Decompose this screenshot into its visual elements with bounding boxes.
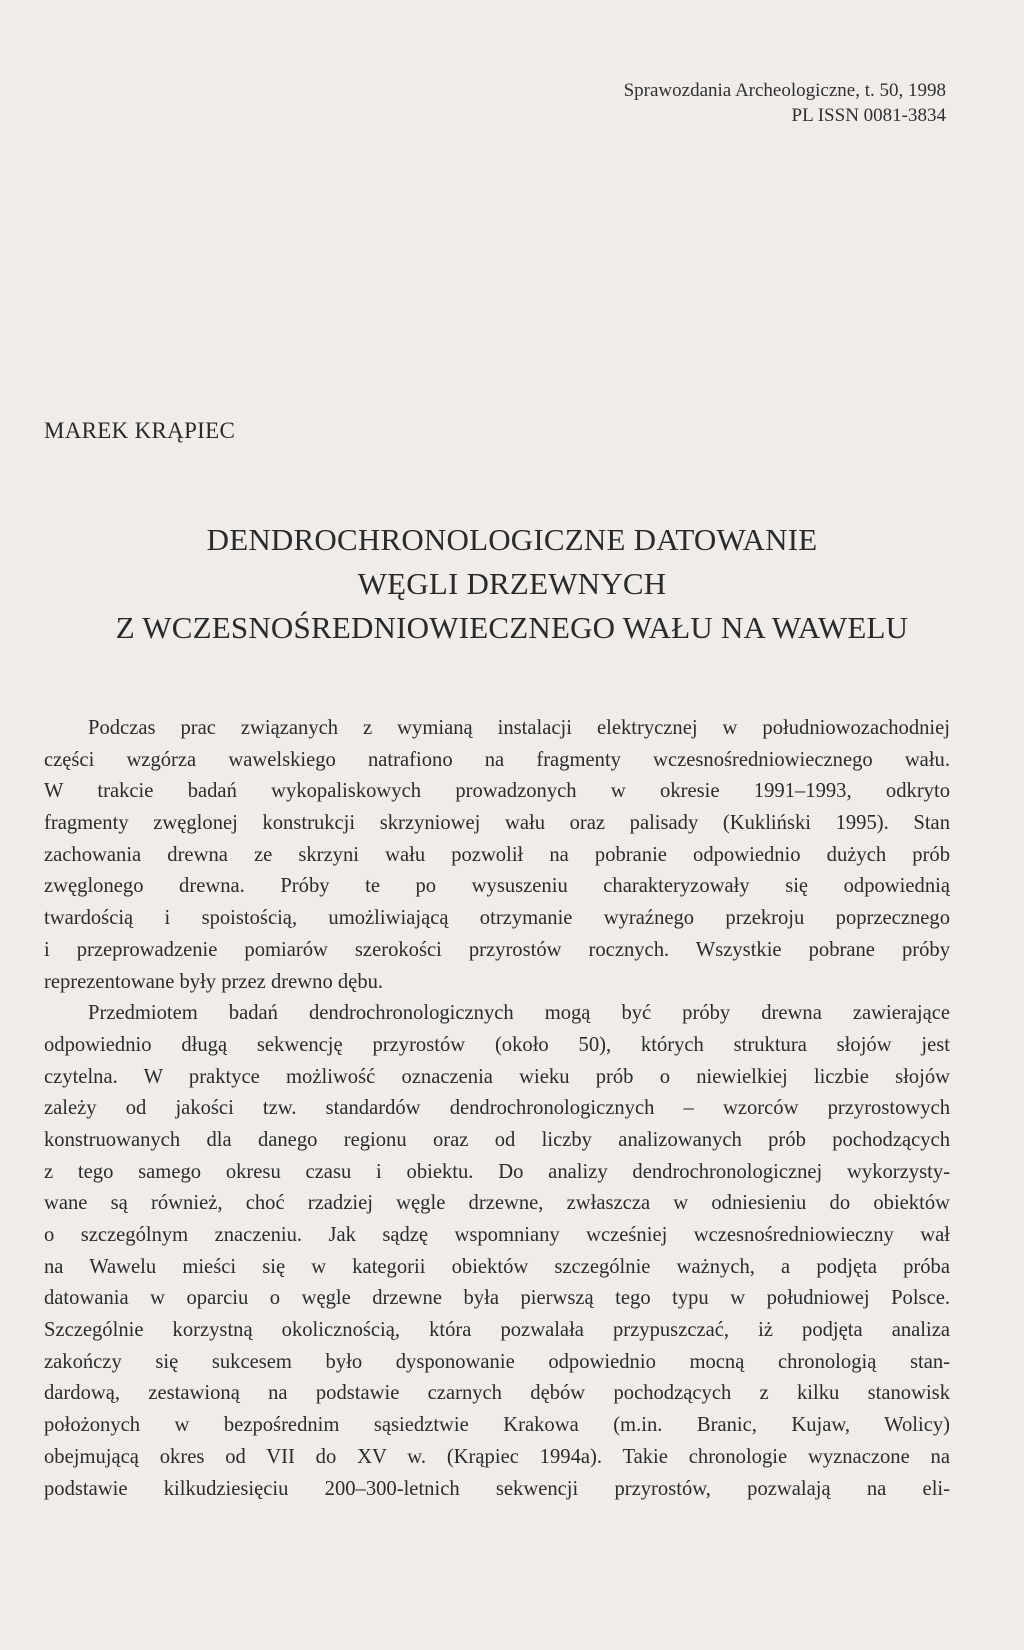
text-line: części wzgórza wawelskiego natrafiono na fragmenty wczesnośredniowiecznego wału. <box>44 748 950 771</box>
text-line: konstruowanych dla danego regionu oraz od liczby analizowanych prób pochodzących <box>44 1128 950 1151</box>
text-line: zwęglonego drewna. Próby te po wysuszeniu charakteryzowały się odpowiednią <box>44 875 950 898</box>
title-line: WĘGLI DRZEWNYCH <box>357 566 667 601</box>
text-line: odpowiednio długą sekwencję przyrostów (około 50), których struktura słojów jest <box>44 1033 950 1056</box>
text-line: i przeprowadzenie pomiarów szerokości przyrostów rocznych. Wszystkie pobrane próby <box>44 938 950 961</box>
text-line: zależy od jakości tzw. standardów dendrochronologicznych – wzorców przyrostowych <box>44 1097 950 1120</box>
text-line: wane są również, choć rzadziej węgle drzewne, zwłaszcza w odniesieniu do obiektów <box>44 1192 950 1215</box>
paragraph <box>44 998 950 1505</box>
text-line: fragmenty zwęglonej konstrukcji skrzyniowej wału oraz palisady (Kukliński 1995). Stan <box>44 812 950 835</box>
text-line: położonych w bezpośrednim sąsiedztwie Krakowa (m.in. Branic, Kujaw, Wolicy) <box>44 1414 950 1437</box>
text-line: reprezentowane były przez drewno dębu. <box>44 970 384 993</box>
text-line: obejmującą okres od VII do XV w. (Krąpiec 1994a). Takie chronologie wyznaczone na <box>44 1445 950 1468</box>
text-line: dardową, zestawioną na podstawie czarnych dębów pochodzących z kilku stanowisk <box>44 1382 950 1405</box>
text-line: zakończy się sukcesem było dysponowanie odpowiednio mocną chronologią stan- <box>44 1350 950 1373</box>
text-line: podstawie kilkudziesięciu 200–300-letnich sekwencji przyrostów, pozwalają na eli- <box>44 1477 950 1500</box>
title-line: DENDROCHRONOLOGICZNE DATOWANIE <box>206 522 818 557</box>
text-line: Szczególnie korzystną okolicznością, która pozwalała przypuszczać, iż podjęta analiza <box>44 1319 950 1342</box>
article-title <box>0 518 1024 650</box>
article-body <box>44 713 950 1505</box>
text-line: o szczególnym znaczeniu. Jak sądzę wspomniany wcześniej wczesnośredniowieczny wał <box>44 1224 950 1246</box>
text-line: datowania w oparciu o węgle drzewne była pierwszą tego typu w południowej Polsce. <box>44 1287 950 1310</box>
text-line: na Wawelu mieści się w kategorii obiektów szczególnie ważnych, a podjęta próba <box>44 1255 950 1278</box>
journal-issn: PL ISSN 0081-3834 <box>791 105 946 126</box>
text-line: Podczas prac związanych z wymianą instalacji elektrycznej w południowozachodniej <box>88 717 950 739</box>
title-line: Z WCZESNOŚREDNIOWIECZNEGO WAŁU NA WAWELU <box>115 610 909 645</box>
paragraph <box>44 713 950 998</box>
text-line: W trakcie badań wykopaliskowych prowadzonych w okresie 1991–1993, odkryto <box>44 780 950 803</box>
journal-citation: Sprawozdania Archeologiczne, t. 50, 1998 <box>623 80 946 101</box>
text-line: czytelna. W praktyce możliwość oznaczenia wieku prób o niewielkiej liczbie słojów <box>44 1065 950 1088</box>
text-line: twardością i spoistością, umożliwiającą otrzymanie wyraźnego przekroju poprzecznego <box>44 907 950 930</box>
journal-header <box>624 78 946 128</box>
text-line: zachowania drewna ze skrzyni wału pozwolił na pobranie odpowiednio dużych prób <box>44 843 950 866</box>
text-line: z tego samego okresu czasu i obiektu. Do analizy dendrochronologicznej wykorzysty- <box>44 1160 950 1183</box>
text-line: Przedmiotem badań dendrochronologicznych mogą być próby drewna zawierające <box>88 1002 950 1025</box>
author-name: MAREK KRĄPIEC <box>44 418 236 443</box>
